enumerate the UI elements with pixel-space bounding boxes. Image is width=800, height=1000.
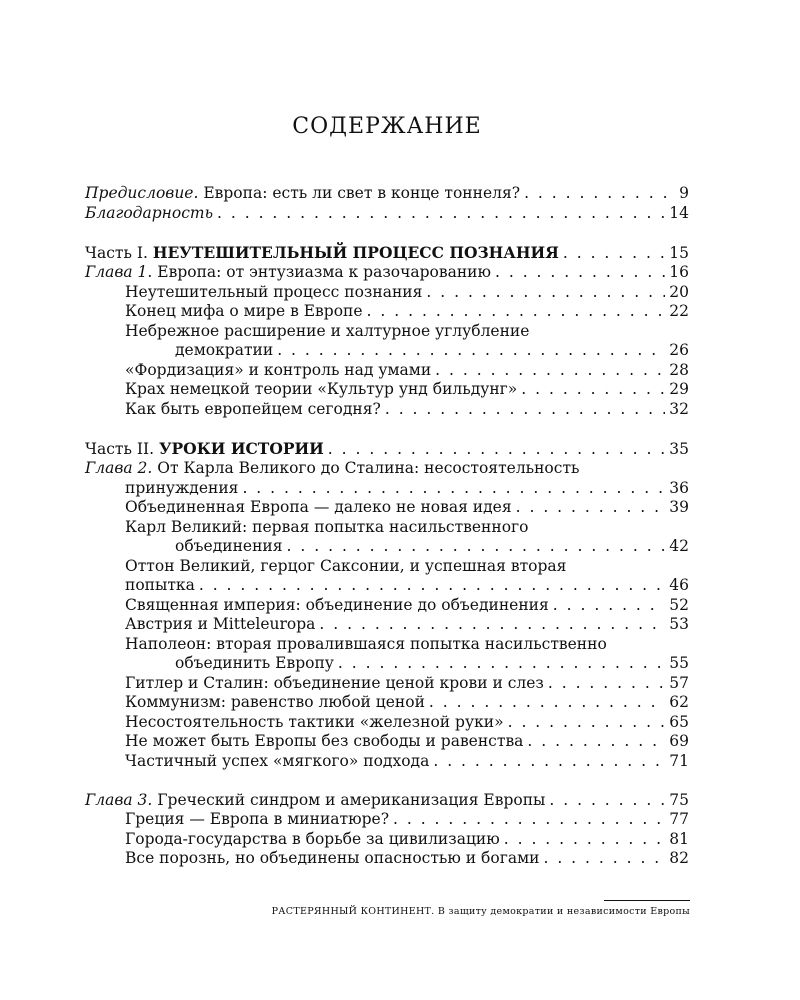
page-number: 53 — [669, 615, 689, 633]
dot-leader — [338, 654, 665, 674]
dot-leader — [429, 693, 665, 713]
page-number: 57 — [669, 673, 689, 692]
toc-label-line2: попытка — [125, 576, 195, 594]
page-number: 65 — [669, 712, 689, 731]
page-number: 26 — [669, 341, 689, 359]
part-title: УРОКИ ИСТОРИИ — [158, 438, 324, 458]
page-number: 77 — [669, 810, 689, 828]
page-number: 82 — [669, 849, 689, 867]
toc-label: Частичный успех «мягкого» подхода — [125, 751, 430, 770]
toc-label-italic: Глава 2. — [85, 459, 153, 477]
toc-label-line2: объединения — [175, 537, 283, 555]
dot-leader — [553, 596, 665, 616]
dot-leader — [495, 263, 665, 283]
toc-label: «Фордизация» и контроль над умами — [125, 360, 432, 379]
dot-leader — [433, 752, 665, 772]
toc-entry-section[interactable] — [85, 693, 689, 713]
toc-label: Гитлер и Сталин: объединение ценой крови и слез — [125, 673, 544, 692]
toc-label-line1: Наполеон: вторая провалившаяся попытка насильственно — [125, 634, 607, 653]
toc-entry-section[interactable] — [85, 849, 689, 869]
toc-label-italic: Благодарность — [85, 203, 214, 222]
toc-label: Австрия и Mitteleuropa — [125, 615, 316, 633]
toc-entry-part-2[interactable] — [85, 439, 689, 460]
toc-entry-thanks[interactable] — [85, 204, 689, 224]
toc-label-line2: объединить Европу — [175, 654, 334, 672]
toc-entry-section[interactable] — [85, 674, 689, 694]
page-number: 52 — [669, 595, 689, 614]
table-of-contents — [85, 184, 689, 869]
toc-label: Греческий синдром и американизация Европы — [152, 790, 546, 809]
toc-entry-section[interactable] — [85, 498, 689, 518]
dot-leader — [508, 713, 666, 733]
toc-label-line1: От Карла Великого до Сталина: несостоятельность — [152, 459, 580, 477]
toc-entry-section[interactable] — [85, 400, 689, 420]
toc-label-line2: принуждения — [125, 478, 239, 497]
dot-leader — [504, 830, 666, 850]
page-number: 20 — [669, 282, 689, 301]
dot-leader — [435, 361, 665, 381]
page-number: 32 — [669, 399, 689, 418]
toc-label: Священная империя: объединение до объединения — [125, 595, 549, 614]
dot-leader — [527, 732, 665, 752]
toc-entry-section[interactable] — [85, 615, 689, 635]
part-prefix: Часть II. — [85, 439, 159, 458]
toc-label: Города-государства в борьбе за цивилизацию — [125, 829, 500, 848]
dot-leader — [516, 498, 666, 518]
toc-entry-section[interactable] — [85, 361, 689, 381]
page-title: СОДЕРЖАНИЕ — [292, 114, 482, 139]
dot-leader — [385, 400, 665, 420]
dot-leader — [277, 341, 665, 361]
page-number: 15 — [669, 243, 689, 262]
page-number: 42 — [669, 537, 689, 555]
page-number: 69 — [669, 732, 689, 750]
toc-label: Объединенная Европа — далеко не новая идея — [125, 498, 512, 516]
dot-leader — [328, 440, 665, 460]
toc-label-line1: Небрежное расширение и халтурное углубление — [125, 321, 530, 340]
page-number: 35 — [669, 439, 689, 458]
dot-leader — [287, 537, 666, 557]
dot-leader — [367, 302, 666, 322]
dot-leader — [524, 184, 675, 204]
toc-label-italic: Глава 1. — [85, 263, 153, 281]
dot-leader — [393, 810, 665, 830]
running-footer: РАСТЕРЯННЫЙ КОНТИНЕНТ. В защиту демократии и независимости Европы — [271, 906, 690, 917]
toc-label: Коммунизм: равенство любой ценой — [125, 693, 425, 711]
dot-leader — [549, 791, 665, 811]
dot-leader — [217, 204, 665, 224]
toc-entry-section-wrapped[interactable] — [85, 322, 689, 361]
toc-entry-section[interactable] — [85, 302, 689, 322]
toc-label: Несостоятельность тактики «железной руки» — [125, 712, 504, 731]
toc-entry-part-1[interactable] — [85, 243, 689, 264]
toc-entry-chapter-2[interactable] — [85, 459, 689, 498]
page-number: 16 — [669, 263, 689, 281]
toc-label-line1: Оттон Великий, герцог Саксонии, и успешная вторая — [125, 556, 567, 575]
page-number: 36 — [669, 478, 689, 497]
toc-entry-chapter-3[interactable] — [85, 791, 689, 811]
toc-entry-section-wrapped[interactable] — [85, 635, 689, 674]
toc-label: Неутешительный процесс познания — [125, 282, 423, 301]
dot-leader — [319, 615, 665, 635]
toc-entry-section[interactable] — [85, 283, 689, 303]
dot-leader — [242, 479, 665, 499]
dot-leader — [199, 576, 665, 596]
page-number: 28 — [669, 360, 689, 379]
toc-label-line1: Карл Великий: первая попытка насильственного — [125, 517, 529, 536]
footer-rule — [604, 900, 690, 901]
toc-entry-section-wrapped[interactable] — [85, 518, 689, 557]
toc-label: Европа: от энтузиазма к разочарованию — [152, 263, 491, 281]
toc-label: Греция — Европа в миниатюре? — [125, 810, 389, 828]
toc-entry-section[interactable] — [85, 752, 689, 772]
page-number: 39 — [669, 498, 689, 516]
dot-leader — [426, 283, 665, 303]
page-number: 29 — [669, 380, 689, 398]
toc-label: Как быть европейцем сегодня? — [125, 399, 381, 418]
toc-entry-section[interactable] — [85, 596, 689, 616]
toc-label: Крах немецкой теории «Культур унд бильдунг» — [125, 380, 518, 398]
toc-label: Европа: есть ли свет в конце тоннеля? — [198, 184, 521, 202]
toc-label: Конец мифа о мире в Европе — [125, 302, 363, 320]
dot-leader — [521, 380, 665, 400]
toc-label-line2: демократии — [175, 341, 274, 359]
page-number: 46 — [669, 576, 689, 594]
dot-leader — [563, 244, 665, 264]
dot-leader — [548, 674, 665, 694]
toc-label: Не может быть Европы без свободы и равенства — [125, 732, 524, 750]
toc-entry-section-wrapped[interactable] — [85, 557, 689, 596]
toc-entry-preface[interactable] — [85, 184, 689, 204]
toc-label-italic: Глава 3. — [85, 790, 153, 809]
page-number: 14 — [669, 203, 689, 222]
part-prefix: Часть I. — [85, 243, 153, 262]
page-number: 9 — [679, 184, 689, 202]
toc-entry-section[interactable] — [85, 713, 689, 733]
toc-entry-section[interactable] — [85, 810, 689, 830]
page-number: 22 — [669, 302, 689, 320]
dot-leader — [543, 849, 665, 869]
toc-label-italic: Предисловие. — [85, 184, 199, 202]
page-number: 81 — [669, 829, 689, 848]
page-number: 71 — [669, 751, 689, 770]
toc-entry-section[interactable] — [85, 380, 689, 400]
page-number: 62 — [669, 693, 689, 711]
toc-label: Все порознь, но объединены опасностью и богами — [125, 849, 540, 867]
page-number: 75 — [669, 790, 689, 809]
toc-entry-section[interactable] — [85, 830, 689, 850]
toc-entry-chapter-1[interactable] — [85, 263, 689, 283]
page-number: 55 — [669, 654, 689, 672]
toc-entry-section[interactable] — [85, 732, 689, 752]
part-title: НЕУТЕШИТЕЛЬНЫЙ ПРОЦЕСС ПОЗНАНИЯ — [152, 242, 559, 262]
